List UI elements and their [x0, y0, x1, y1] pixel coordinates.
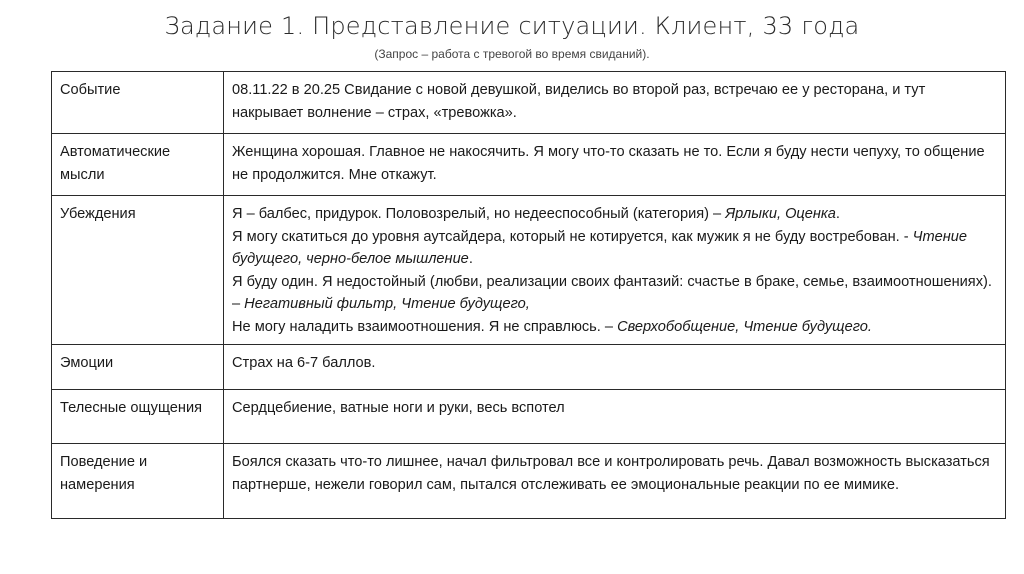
belief-line — [232, 316, 997, 339]
table-row-automatic-thoughts — [52, 134, 1006, 196]
row-label: Убеждения — [52, 196, 224, 345]
belief-tail: . — [468, 251, 473, 267]
belief-text: Я – балбес, придурок. Половозрелый, но недееспособный (категория) – — [232, 206, 726, 222]
row-label: Поведение и намерения — [52, 444, 224, 519]
row-content: 08.11.22 в 20.25 Свидание с новой девушкой, виделись во второй раз, встречаю ее у ресторана, и тут накрывает волнение – страх, «тревожка». — [224, 72, 1006, 134]
row-label: Автоматические мысли — [52, 134, 224, 196]
table-row-behavior — [52, 444, 1006, 519]
row-content: Страх на 6-7 баллов. — [224, 345, 1006, 390]
distortion-tag: Негативный фильтр, Чтение будущего, — [244, 296, 530, 312]
row-content: Сердцебиение, ватные ноги и руки, весь вспотел — [224, 390, 1006, 444]
distortion-tag: Ярлыки, Оценка — [725, 206, 836, 222]
belief-line — [232, 271, 997, 316]
belief-text: Не могу наладить взаимоотношения. Я не справлюсь. – — [232, 318, 618, 335]
row-label: Эмоции — [52, 345, 224, 390]
table-row-emotions — [52, 345, 1006, 390]
table-row-beliefs — [52, 196, 1006, 345]
belief-line — [232, 203, 997, 226]
belief-line — [232, 226, 997, 271]
table-row-body-sensations — [52, 390, 1006, 444]
belief-text: Я буду один. Я недостойный (любви, реализации своих фантазий: счастье в браке, семье, взаимоотношениях). – — [232, 273, 992, 312]
table-row-event — [52, 72, 1006, 134]
distortion-tag: Чтение будущего, черно-белое мышление — [232, 228, 968, 267]
row-content — [224, 196, 1006, 345]
distortion-tag: Сверхобобщение, Чтение будущего. — [617, 318, 872, 335]
row-label: Телесные ощущения — [52, 390, 224, 444]
row-content: Боялся сказать что-то лишнее, начал фильтровал все и контролировать речь. Давал возможность высказаться партнерше, нежели говорил сам, пытался отслеживать ее эмоциональные реакции по ее мимике. — [224, 444, 1006, 519]
row-content: Женщина хорошая. Главное не накосячить. Я могу что-то сказать не то. Если я буду нести чепуху, то общение не продолжится. Мне откажут. — [224, 134, 1006, 196]
belief-tail: . — [835, 206, 840, 222]
situation-table — [51, 71, 1006, 519]
slide-subtitle: (Запрос – работа с тревогой во время свиданий). — [374, 47, 650, 61]
row-label: Событие — [52, 72, 224, 134]
belief-text: Я могу скатиться до уровня аутсайдера, который не котируется, как мужик я не буду востребован. - — [232, 228, 913, 245]
slide-title: Задание 1. Представление ситуации. Клиент, 33 года — [164, 12, 860, 40]
